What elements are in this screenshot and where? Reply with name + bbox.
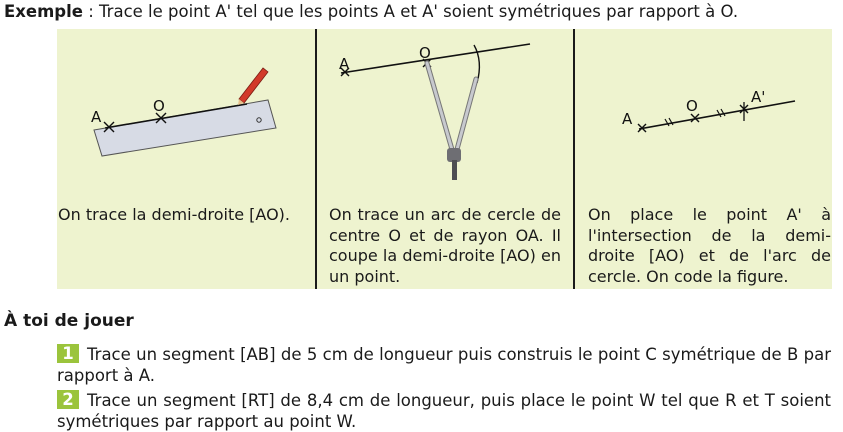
point-label-o: O: [686, 97, 698, 115]
half-line-ao: [639, 101, 795, 129]
example-label: Exemple: [4, 2, 83, 21]
example-panel: [57, 29, 832, 289]
point-label-o: O: [419, 44, 431, 62]
exercise-text: Trace un segment [AB] de 5 cm de longueur puis construis le point C symétrique de B par rapport à A.: [57, 345, 831, 385]
point-label-a-prime: A': [751, 88, 766, 106]
equal-length-code-mark: [717, 109, 725, 117]
exercise-1: [57, 344, 831, 386]
pencil-icon: [238, 68, 268, 105]
example-intro: [4, 2, 738, 21]
point-label-o: O: [153, 97, 165, 115]
step2-description: On trace un arc de cercle de centre O et de rayon OA. Il coupe la demi-droite [AO) en un point.: [329, 205, 561, 286]
exercise-number-badge: 1: [57, 344, 79, 363]
exercise-text: Trace un segment [RT] de 8,4 cm de longueur, puis place le point W tel que R et T soient symétriques par rapport au point W.: [57, 391, 831, 431]
exercise-number-badge: 2: [57, 390, 79, 409]
step2-figure: [317, 29, 575, 204]
compass-icon: [427, 63, 476, 180]
point-label-a: A: [91, 108, 102, 126]
step1-figure: [57, 29, 315, 204]
point-label-a: A: [622, 110, 633, 128]
ruler-icon: [94, 100, 276, 156]
step3-description: On place le point A' à l'intersection de la demi-droite [AO) et de l'arc de cercle. On code la figure.: [588, 205, 831, 286]
half-line-ao: [341, 44, 530, 73]
step1-description: On trace la demi-droite [AO).: [58, 205, 290, 224]
practice-title: À toi de jouer: [4, 311, 134, 331]
point-label-a: A: [339, 55, 350, 73]
example-instruction: : Trace le point A' tel que les points A et A' soient symétriques par rapport à O.: [82, 2, 739, 21]
step3-figure: [575, 29, 833, 204]
exercise-2: [57, 390, 831, 432]
